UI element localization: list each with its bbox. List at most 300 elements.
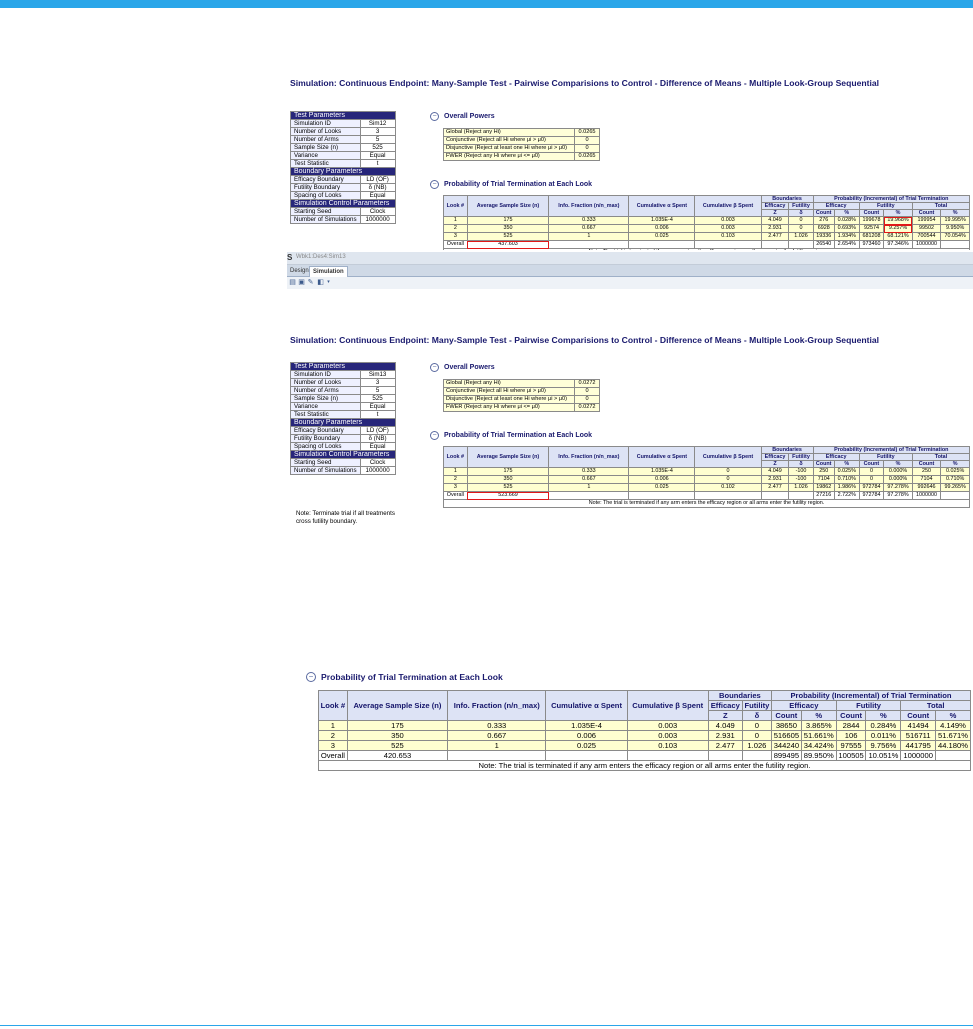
table-cell: 1.026 — [789, 233, 813, 241]
table-cell: 2.931 — [761, 476, 789, 484]
table-cell: -100 — [789, 476, 813, 484]
tab-bar — [287, 265, 973, 277]
table-cell: 0 — [742, 731, 771, 741]
table-cell: 0 — [695, 476, 761, 484]
overall-label: Overall — [319, 751, 348, 761]
table-cell: 4.049 — [761, 468, 789, 476]
param-value: Equal — [360, 152, 395, 160]
param-value: 1000000 — [360, 467, 395, 475]
column-header: Average Sample Size (n) — [467, 447, 549, 468]
table-row — [444, 476, 970, 484]
collapse-icon[interactable]: − — [306, 672, 316, 682]
table-cell: 19.968% — [884, 217, 913, 225]
power-label: Global (Reject any Hi) — [444, 129, 575, 137]
toolbar — [287, 277, 973, 289]
column-header: Cumulative α Spent — [546, 691, 627, 721]
table-cell: 99.265% — [941, 484, 970, 492]
table-cell: 0.006 — [629, 225, 695, 233]
table-cell: 1.986% — [834, 484, 859, 492]
column-header: Boundaries — [761, 447, 813, 454]
table-cell: 3 — [444, 484, 468, 492]
table-cell: 276 — [813, 217, 834, 225]
table-cell: 34.424% — [801, 741, 836, 751]
table-cell: 99502 — [912, 225, 940, 233]
table-cell: 0 — [789, 217, 813, 225]
param-value: LD (OF) — [360, 427, 395, 435]
table-cell: 0 — [789, 225, 813, 233]
table-cell: 0.011% — [866, 731, 901, 741]
table-cell: 1 — [549, 233, 629, 241]
column-header: Futility — [742, 701, 771, 711]
param-label: Test Statistic — [291, 160, 361, 168]
column-header: % — [834, 461, 859, 468]
param-value: 1000000 — [360, 216, 395, 224]
table-cell: 441795 — [901, 741, 936, 751]
param-label: Number of Simulations — [291, 216, 361, 224]
power-value: 0 — [575, 396, 600, 404]
table-cell: 19336 — [813, 233, 834, 241]
overall-cell: 2.722% — [834, 492, 859, 500]
table-cell: 0.693% — [834, 225, 859, 233]
column-header: Count — [859, 461, 883, 468]
empty-cell — [695, 241, 761, 249]
overall-avg-sample-size: 523.669 — [467, 492, 549, 500]
column-header: Efficacy — [761, 454, 789, 461]
table-row — [444, 233, 970, 241]
probability-label: Probability of Trial Termination at Each Look — [321, 672, 503, 682]
column-header: Efficacy — [708, 701, 742, 711]
table-cell: 0.667 — [448, 731, 546, 741]
table-cell: 0.025 — [629, 484, 695, 492]
probability-label: Probability of Trial Termination at Each Look — [444, 181, 593, 188]
power-label: FWER (Reject any Hi where μi <= μ0) — [444, 153, 575, 161]
table-row — [444, 468, 970, 476]
column-header: Z — [761, 210, 789, 217]
table-cell: 2.477 — [761, 484, 789, 492]
table-cell: 0.028% — [834, 217, 859, 225]
column-header: Probability (Incremental) of Trial Termination — [772, 691, 971, 701]
column-header: Look # — [444, 196, 468, 217]
column-header: Cumulative α Spent — [629, 196, 695, 217]
empty-cell — [629, 492, 695, 500]
table-cell: 0.025% — [834, 468, 859, 476]
table-cell: 344240 — [772, 741, 802, 751]
power-label: FWER (Reject any Hi where μi <= μ0) — [444, 404, 575, 412]
param-value: Equal — [360, 403, 395, 411]
table-cell: 0 — [695, 468, 761, 476]
param-label: Sample Size (n) — [291, 395, 361, 403]
table-cell: 3 — [444, 233, 468, 241]
table-cell: 350 — [347, 731, 447, 741]
column-header: Total — [901, 701, 971, 711]
table-cell: 0.003 — [627, 731, 708, 741]
column-header: Count — [772, 711, 802, 721]
table-cell: 68.121% — [884, 233, 913, 241]
table-cell: 2.931 — [761, 225, 789, 233]
collapse-icon[interactable]: − — [430, 112, 439, 121]
column-header: Count — [912, 461, 940, 468]
table-cell: 0.000% — [884, 476, 913, 484]
table-cell: 2.477 — [761, 233, 789, 241]
table-cell: 9.756% — [866, 741, 901, 751]
overall-label: Overall — [444, 241, 468, 249]
table-cell: 92574 — [859, 225, 883, 233]
table-cell: 7104 — [813, 476, 834, 484]
table-cell: 0.710% — [834, 476, 859, 484]
column-header: % — [884, 461, 913, 468]
overall-cell: 89.950% — [801, 751, 836, 761]
param-label: Number of Arms — [291, 387, 361, 395]
table-cell: 3.865% — [801, 721, 836, 731]
table-cell: 0.003 — [695, 217, 761, 225]
table-cell: 97555 — [836, 741, 866, 751]
param-label: Starting Seed — [291, 208, 361, 216]
section-simulation-control: Simulation Control Parameters — [291, 451, 396, 459]
table-cell: 0.102 — [695, 484, 761, 492]
collapse-icon[interactable]: − — [430, 363, 439, 372]
empty-cell — [627, 751, 708, 761]
overall-cell: 1000000 — [901, 751, 936, 761]
table-cell: 175 — [467, 468, 549, 476]
table-cell: 350 — [467, 476, 549, 484]
table-cell: 0.103 — [627, 741, 708, 751]
column-header: Average Sample Size (n) — [347, 691, 447, 721]
table-cell: 0 — [859, 476, 883, 484]
footnote-row — [319, 761, 971, 771]
termination-table — [443, 446, 970, 508]
param-label: Efficacy Boundary — [291, 427, 361, 435]
table-cell: 4.149% — [935, 721, 970, 731]
footnote-row — [444, 500, 970, 508]
parameters-table — [290, 111, 396, 224]
column-header: Efficacy — [761, 203, 789, 210]
table-cell: 0.284% — [866, 721, 901, 731]
overall-powers-label: Overall Powers — [444, 113, 495, 120]
table-cell: 0 — [742, 721, 771, 731]
param-value: t — [360, 411, 395, 419]
column-header: Cumulative β Spent — [627, 691, 708, 721]
column-header: Efficacy — [813, 454, 859, 461]
param-value: Equal — [360, 443, 395, 451]
table-row — [319, 721, 971, 731]
empty-cell — [549, 241, 629, 249]
table-cell: 4.049 — [708, 721, 742, 731]
param-label: Number of Simulations — [291, 467, 361, 475]
column-header: Count — [813, 461, 834, 468]
chart-icon[interactable]: ◧ — [317, 279, 324, 286]
param-value: 3 — [360, 128, 395, 136]
table-cell: 250 — [813, 468, 834, 476]
empty-cell — [789, 241, 813, 249]
power-label: Conjunctive (Reject all Hi where μi > μ0) — [444, 388, 575, 396]
param-value: δ (NB) — [360, 184, 395, 192]
empty-cell — [789, 492, 813, 500]
power-value: 0.0265 — [575, 153, 600, 161]
overall-row — [319, 751, 971, 761]
table-cell: 0.103 — [695, 233, 761, 241]
column-header: Count — [813, 210, 834, 217]
table-footnote — [444, 249, 970, 251]
param-value: Equal — [360, 192, 395, 200]
column-header: Probability (Incremental) of Trial Termination — [813, 196, 969, 203]
table-cell: 700544 — [912, 233, 940, 241]
column-header: Cumulative β Spent — [695, 447, 761, 468]
top-accent-bar — [0, 0, 973, 8]
table-row — [444, 484, 970, 492]
table-cell: 516711 — [901, 731, 936, 741]
param-value: Sim13 — [360, 371, 395, 379]
table-cell: 972784 — [859, 484, 883, 492]
param-label: Number of Looks — [291, 128, 361, 136]
section-test-parameters: Test Parameters — [291, 363, 396, 371]
tab-simulation[interactable]: Simulation — [309, 266, 348, 277]
termination-table — [443, 195, 970, 250]
column-header: Info. Fraction (n/n_max) — [448, 691, 546, 721]
column-header: Efficacy — [772, 701, 837, 711]
table-cell: 525 — [467, 484, 549, 492]
param-value: δ (NB) — [360, 435, 395, 443]
table-cell: 0.025% — [941, 468, 970, 476]
collapse-icon[interactable]: − — [430, 180, 439, 189]
empty-cell — [941, 241, 970, 249]
empty-cell — [549, 492, 629, 500]
param-label: Simulation ID — [291, 371, 361, 379]
column-header: % — [884, 210, 913, 217]
param-value: 525 — [360, 144, 395, 152]
power-value: 0 — [575, 145, 600, 153]
table-cell: 1 — [448, 741, 546, 751]
table-cell: 0.003 — [627, 721, 708, 731]
power-value: 0.0265 — [575, 129, 600, 137]
table-row — [319, 731, 971, 741]
window-breadcrumb: Wbk1:Des4:Sim13 — [296, 254, 346, 260]
param-label: Futility Boundary — [291, 184, 361, 192]
table-cell: 0.333 — [448, 721, 546, 731]
overall-powers-header[interactable] — [430, 112, 495, 121]
param-label: Number of Arms — [291, 136, 361, 144]
section-test-parameters: Test Parameters — [291, 112, 396, 120]
table-cell: 516605 — [772, 731, 802, 741]
column-header: Futility — [836, 701, 901, 711]
table-footnote: Note: The trial is terminated if any arm enters the efficacy region or all arms enter the futility region. — [319, 761, 971, 771]
power-label: Global (Reject any Hi) — [444, 380, 575, 388]
table-cell: 175 — [347, 721, 447, 731]
column-header: Futility — [859, 454, 912, 461]
table-cell: 350 — [467, 225, 549, 233]
section-boundary-parameters: Boundary Parameters — [291, 168, 396, 176]
dropdown-arrow-icon[interactable]: ▾ — [327, 279, 330, 285]
param-label: Futility Boundary — [291, 435, 361, 443]
table-cell: 51.661% — [801, 731, 836, 741]
param-label: Test Statistic — [291, 411, 361, 419]
table-cell: 2 — [444, 476, 468, 484]
table-cell: 38650 — [772, 721, 802, 731]
param-value: 5 — [360, 387, 395, 395]
overall-cell: 100505 — [836, 751, 866, 761]
table-cell: 1.026 — [789, 484, 813, 492]
table-cell: 1 — [319, 721, 348, 731]
tab-design[interactable]: Design — [290, 268, 309, 274]
param-label: Starting Seed — [291, 459, 361, 467]
overall-cell: 27216 — [813, 492, 834, 500]
column-header: Count — [859, 210, 883, 217]
table-cell: 0 — [859, 468, 883, 476]
footnote-row — [444, 249, 970, 251]
overall-cell: 26540 — [813, 241, 834, 249]
param-value: Clock — [360, 208, 395, 216]
param-label: Simulation ID — [291, 120, 361, 128]
section-simulation-control: Simulation Control Parameters — [291, 200, 396, 208]
collapse-icon[interactable]: − — [430, 431, 439, 440]
table-row — [319, 741, 971, 751]
empty-cell — [941, 492, 970, 500]
overall-powers-header[interactable] — [430, 363, 495, 372]
print-icon[interactable]: ▤ — [289, 279, 296, 286]
param-value: 3 — [360, 379, 395, 387]
futility-note: Note: Terminate trial if all treatments cross futility boundary. — [296, 510, 395, 525]
column-header: Boundaries — [761, 196, 813, 203]
section-boundary-parameters: Boundary Parameters — [291, 419, 396, 427]
table-cell: 106 — [836, 731, 866, 741]
probability-header[interactable] — [430, 180, 592, 189]
empty-cell — [761, 241, 789, 249]
column-header: Z — [761, 461, 789, 468]
power-label: Conjunctive (Reject all Hi where μi > μ0) — [444, 137, 575, 145]
empty-cell — [448, 751, 546, 761]
save-icon[interactable]: ▣ — [298, 279, 305, 286]
table-cell: 19862 — [813, 484, 834, 492]
power-label: Disjunctive (Reject at least one Hi where μi > μ0) — [444, 396, 575, 404]
table-cell: 525 — [347, 741, 447, 751]
table-cell: 41494 — [901, 721, 936, 731]
table-cell: 1 — [444, 468, 468, 476]
param-label: Variance — [291, 152, 361, 160]
column-header: Boundaries — [708, 691, 771, 701]
param-value: Sim12 — [360, 120, 395, 128]
table-cell: 0.003 — [695, 225, 761, 233]
table-cell: 175 — [467, 217, 549, 225]
table-cell: 0.667 — [549, 476, 629, 484]
app-window-chrome — [287, 252, 973, 322]
report-sim12 — [290, 78, 973, 250]
power-value: 0 — [575, 137, 600, 145]
table-cell: 0.025 — [629, 233, 695, 241]
column-header: Futility — [859, 203, 912, 210]
table-cell: 1.035E-4 — [629, 468, 695, 476]
empty-cell — [695, 492, 761, 500]
table-cell: 992646 — [912, 484, 940, 492]
column-header: % — [941, 210, 970, 217]
report-title: Simulation: Continuous Endpoint: Many-Sample Test - Pairwise Comparisions to Control - Difference of Means - Multiple Look-Group Sequential — [290, 335, 880, 345]
table-cell: 0.000% — [884, 468, 913, 476]
table-cell: 0.333 — [549, 468, 629, 476]
column-header: % — [801, 711, 836, 721]
column-header: Futility — [789, 203, 813, 210]
column-header: Total — [912, 454, 969, 461]
table-cell: 681208 — [859, 233, 883, 241]
table-cell: 9.257% — [884, 225, 913, 233]
probability-label: Probability of Trial Termination at Each Look — [444, 432, 593, 439]
power-value: 0 — [575, 388, 600, 396]
table-cell: 199678 — [859, 217, 883, 225]
probability-header[interactable] — [306, 672, 503, 682]
table-cell: 3 — [319, 741, 348, 751]
overall-row — [444, 241, 970, 249]
column-header: Info. Fraction (n/n_max) — [549, 196, 629, 217]
column-header: % — [834, 210, 859, 217]
bottom-divider — [0, 1025, 973, 1026]
table-cell: 9.950% — [941, 225, 970, 233]
column-header: Futility — [789, 454, 813, 461]
empty-cell — [742, 751, 771, 761]
table-cell: 2844 — [836, 721, 866, 731]
overall-cell: 972784 — [859, 492, 883, 500]
column-header: Look # — [444, 447, 468, 468]
overall-cell: 899495 — [772, 751, 802, 761]
table-cell: 1.934% — [834, 233, 859, 241]
overall-cell: 97.346% — [884, 241, 913, 249]
param-value: 5 — [360, 136, 395, 144]
column-header: % — [941, 461, 970, 468]
param-label: Spacing of Looks — [291, 443, 361, 451]
overall-label: Overall — [444, 492, 468, 500]
table-cell: 0.333 — [549, 217, 629, 225]
table-cell: 1.035E-4 — [629, 217, 695, 225]
table-cell: 1.026 — [742, 741, 771, 751]
table-cell: 2.477 — [708, 741, 742, 751]
overall-powers-label: Overall Powers — [444, 364, 495, 371]
power-label: Disjunctive (Reject at least one Hi where μi > μ0) — [444, 145, 575, 153]
overall-row — [444, 492, 970, 500]
column-header: Efficacy — [813, 203, 859, 210]
overall-avg-sample-size: 437.603 — [467, 241, 549, 249]
empty-cell — [708, 751, 742, 761]
table-cell: 250 — [912, 468, 940, 476]
empty-cell — [935, 751, 970, 761]
table-cell: 51.671% — [935, 731, 970, 741]
overall-powers-table — [443, 379, 600, 412]
table-cell: 2 — [444, 225, 468, 233]
table-cell: 2.931 — [708, 731, 742, 741]
column-header: Count — [912, 210, 940, 217]
column-header: δ — [742, 711, 771, 721]
column-header: % — [935, 711, 970, 721]
param-label: Spacing of Looks — [291, 192, 361, 200]
table-footnote: Note: The trial is terminated if any arm enters the efficacy region or all arms enter the futility region. — [444, 500, 970, 508]
table-cell: 6928 — [813, 225, 834, 233]
overall-cell: 1000000 — [912, 241, 940, 249]
param-label: Variance — [291, 403, 361, 411]
empty-cell — [546, 751, 627, 761]
param-label: Sample Size (n) — [291, 144, 361, 152]
column-header: Count — [836, 711, 866, 721]
empty-cell — [761, 492, 789, 500]
table-cell: 0.006 — [546, 731, 627, 741]
power-value: 0.0272 — [575, 380, 600, 388]
empty-cell — [629, 241, 695, 249]
param-value: Clock — [360, 459, 395, 467]
param-value: t — [360, 160, 395, 168]
table-cell: 19.995% — [941, 217, 970, 225]
param-value: 525 — [360, 395, 395, 403]
column-header: Info. Fraction (n/n_max) — [549, 447, 629, 468]
param-label: Efficacy Boundary — [291, 176, 361, 184]
table-cell: 1.035E-4 — [546, 721, 627, 731]
settings-icon[interactable]: ✎ — [307, 279, 314, 286]
table-cell: 0.667 — [549, 225, 629, 233]
probability-header[interactable] — [430, 431, 592, 440]
table-row — [444, 217, 970, 225]
